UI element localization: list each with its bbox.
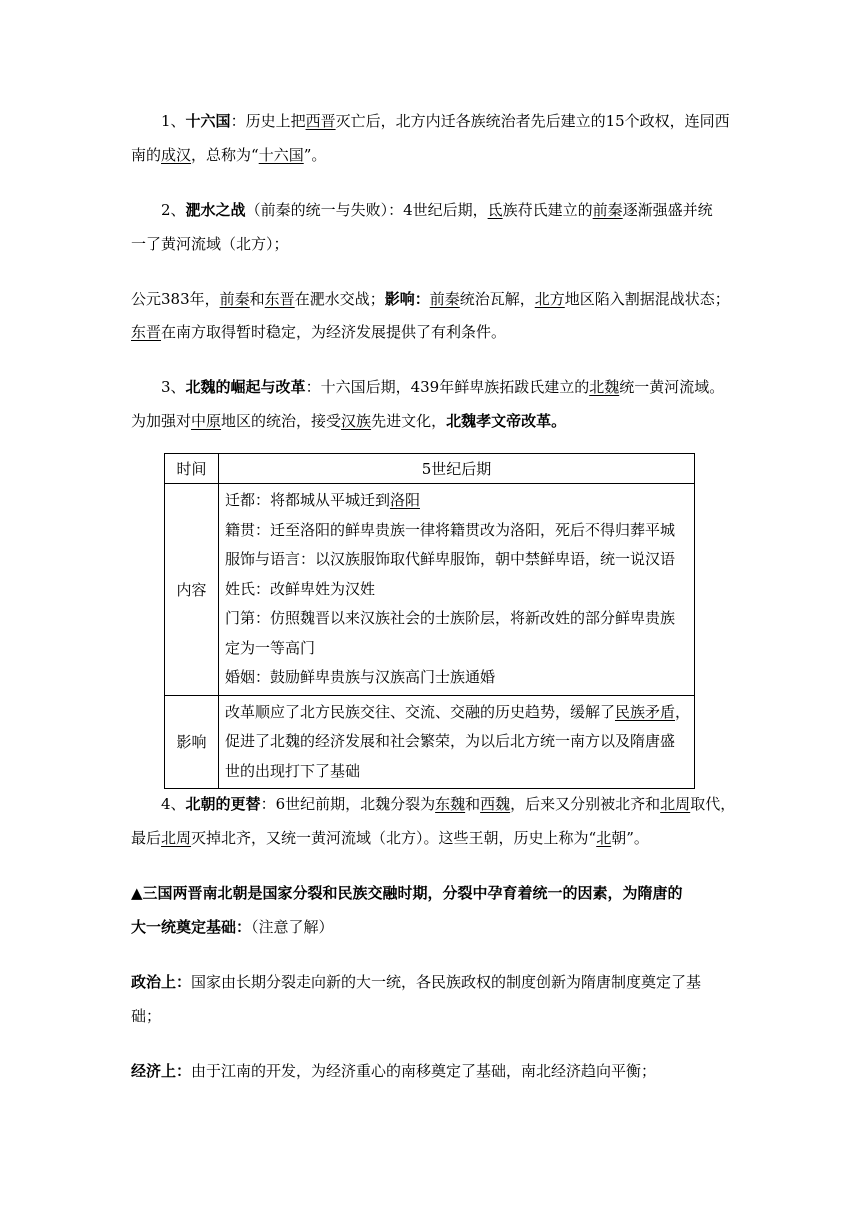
- text: 迁都：将都城从平城迁到: [224, 491, 390, 509]
- section-4-line-1: [131, 787, 736, 821]
- summary-heading: 大一统奠定基础：: [131, 918, 252, 936]
- text: ：十六国后期，439年鲜卑族拓跋氏建立的: [305, 378, 590, 396]
- summary-line-2: [131, 910, 731, 944]
- blank-answer: 西晋: [305, 112, 336, 130]
- bold-label: 影响：: [384, 290, 430, 308]
- blank-answer: 北魏: [589, 378, 620, 396]
- text: ，: [674, 702, 690, 721]
- content-line: 姓氏：改鲜卑姓为汉姓: [224, 579, 375, 598]
- text: 逐渐强盛并统: [622, 201, 713, 219]
- reform-impact-cell: [218, 695, 694, 789]
- header-time: 时间: [165, 454, 219, 484]
- text: ，后来又分别被北齐和: [510, 795, 661, 813]
- text: 一了黄河流域（北方）；: [131, 235, 289, 253]
- text: ：历史上把: [230, 112, 306, 130]
- content-line: [225, 486, 690, 516]
- summary-line-1: [131, 876, 731, 910]
- blank-answer: 民族矛盾: [614, 702, 675, 721]
- text: ：6世纪前期，北魏分裂为: [260, 795, 436, 813]
- text: 统一黄河流域。: [619, 378, 725, 396]
- text: 改革顺应了北方民族交往、交流、交融的历史趋势，缓解了: [224, 702, 615, 721]
- text: 地区陷入割据混战状态；: [564, 290, 730, 308]
- section-title: 北朝的更替: [185, 795, 261, 813]
- blank-answer: 前秦: [592, 201, 623, 219]
- text: 统治瓦解，: [459, 290, 535, 308]
- note-text: （注意了解）: [251, 918, 334, 936]
- text: 在淝水交战；: [294, 290, 385, 308]
- section-3-line-1: [131, 370, 731, 404]
- blank-answer: 洛阳: [389, 491, 420, 509]
- blank-answer: 汉族: [341, 412, 372, 430]
- blank-answer: 前秦: [219, 290, 250, 308]
- impact-line: 世的出现打下了基础: [224, 761, 360, 780]
- section-title: 淝水之战: [185, 201, 246, 219]
- row-label-impact: 影响: [165, 695, 219, 789]
- content-line: 籍贯：迁至洛阳的鲜卑贵族一律将籍贯改为洛阳，死后不得归葬平城: [224, 520, 675, 539]
- section-2-para-2-line-2: [131, 315, 731, 349]
- text: 为加强对: [131, 412, 192, 430]
- section-2-line-1: [131, 193, 731, 227]
- blank-answer: 西魏: [480, 795, 511, 813]
- blank-answer: 成汉: [161, 146, 192, 164]
- summary-heading: ▲三国两晋南北朝是国家分裂和民族交融时期，分裂中孕育着统一的因素，为隋唐的: [131, 884, 683, 902]
- section-2-line-2: [131, 227, 731, 261]
- section-number: 2、: [161, 201, 186, 219]
- text: ”。: [303, 146, 327, 164]
- text: 朝”。: [611, 829, 649, 847]
- header-period: 5世纪后期: [218, 454, 694, 484]
- text: 地区的统治，接受: [221, 412, 342, 430]
- reform-table: [164, 453, 695, 789]
- reform-content-cell: [218, 484, 694, 696]
- table-header-row: [165, 454, 695, 484]
- section-number: 3、: [161, 378, 186, 396]
- blank-answer: 北周: [660, 795, 691, 813]
- text: 和: [465, 795, 481, 813]
- impact-line: 促进了北魏的经济发展和社会繁荣，为以后北方统一南方以及隋唐盛: [224, 732, 675, 750]
- table-row-content: [165, 484, 695, 696]
- section-1-line-2: [131, 138, 731, 172]
- blank-answer: 中原: [191, 412, 222, 430]
- section-2-para-2-line-1: [131, 282, 731, 316]
- text: 灭掉北齐，又统一黄河流域（北方）。这些王朝，历史上称为“: [191, 829, 597, 847]
- section-4-line-2: [131, 821, 731, 855]
- text: 取代，: [690, 795, 736, 813]
- text: ，总称为“: [191, 146, 259, 164]
- blank-answer: 东晋: [131, 323, 162, 341]
- text: 由于江南的开发，为经济重心的南移奠定了基础，南北经济趋向平衡；: [191, 1062, 657, 1080]
- content-line: 服饰与语言：以汉族服饰取代鲜卑服饰，朝中禁鲜卑语，统一说汉语: [224, 550, 675, 568]
- section-number: 4、: [161, 795, 186, 813]
- bold-label: 北魏孝文帝改革。: [446, 412, 567, 430]
- text: 最后: [131, 829, 162, 847]
- section-title: 北魏的崛起与改革: [185, 378, 306, 396]
- content-line: 定为一等高门: [224, 638, 315, 657]
- bold-label: 经济上：: [131, 1062, 192, 1080]
- text: 先进文化，: [371, 412, 447, 430]
- text: 灭亡后，北方内迁各族统治者先后建立的15个政权，连同西: [335, 112, 730, 130]
- impact-line: [225, 698, 690, 728]
- text: 公元383年，: [131, 290, 220, 308]
- section-1-line-1: [131, 104, 731, 138]
- section-title: 十六国: [185, 112, 231, 130]
- text: （前秦的统一与失败）：4世纪后期，: [245, 201, 488, 219]
- blank-answer: 东魏: [435, 795, 466, 813]
- section-number: 1、: [161, 112, 186, 130]
- politics-line-2: [131, 999, 731, 1033]
- blank-answer: 北: [596, 829, 612, 847]
- text: 础；: [131, 1007, 162, 1025]
- blank-answer: 前秦: [429, 290, 460, 308]
- blank-answer: 北周: [161, 829, 192, 847]
- row-label-content: 内容: [165, 484, 219, 696]
- blank-answer: 北方: [534, 290, 565, 308]
- blank-answer: 十六国: [258, 146, 304, 164]
- economy-line-1: [131, 1054, 731, 1088]
- section-3-line-2: [131, 404, 731, 438]
- text: 族苻氏建立的: [502, 201, 593, 219]
- content-line: 门第：仿照魏晋以来汉族社会的士族阶层，将新改姓的部分鲜卑贵族: [224, 609, 675, 627]
- blank-answer: 东晋: [264, 290, 295, 308]
- table-row-impact: [165, 695, 695, 789]
- text: 南的: [131, 146, 162, 164]
- text: 在南方取得暂时稳定，为经济发展提供了有利条件。: [161, 323, 507, 341]
- bold-label: 政治上：: [131, 973, 192, 991]
- content-line: 婚姻：鼓励鲜卑贵族与汉族高门士族通婚: [224, 668, 495, 686]
- blank-answer: 氐: [487, 201, 503, 219]
- politics-line-1: [131, 965, 731, 999]
- text: 和: [249, 290, 265, 308]
- text: 国家由长期分裂走向新的大一统，各民族政权的制度创新为隋唐制度奠定了基: [191, 973, 702, 991]
